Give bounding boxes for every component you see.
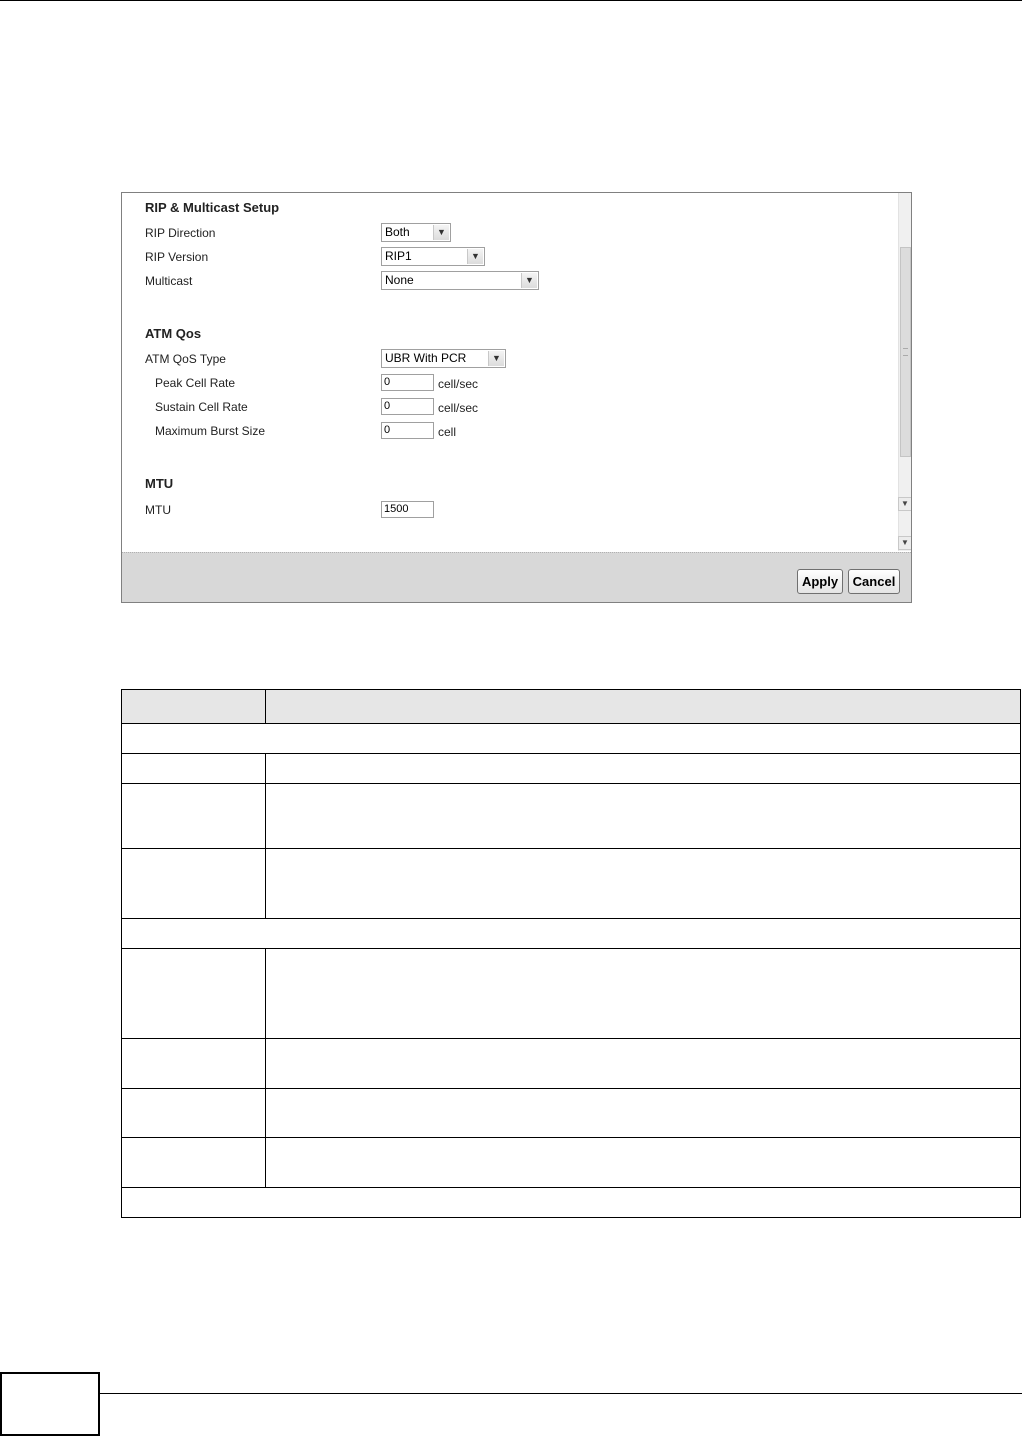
rip-direction-value: Both [385,225,410,239]
table-cell [122,1188,1021,1218]
screenshot-panel [121,192,912,603]
table-header-row [122,690,1021,724]
table-section-row [122,919,1021,949]
sustain-cell-rate-unit: cell/sec [438,401,479,415]
chevron-down-icon: ▼ [433,225,449,240]
atm-section-title: ATM Qos [145,326,202,341]
peak-cell-rate-label: Peak Cell Rate [155,376,236,390]
grip-icon [903,348,908,356]
atm-qos-type-value: UBR With PCR [385,351,467,365]
scroll-down-icon[interactable]: ▼ [898,497,912,511]
multicast-select[interactable] [381,271,539,290]
mtu-label: MTU [145,503,171,517]
sustain-cell-rate-label: Sustain Cell Rate [155,400,248,414]
multicast-value: None [385,273,414,287]
table-cell [266,1089,1021,1138]
field-description-table [121,689,1021,1218]
rip-version-select[interactable] [381,247,485,266]
table-cell [122,949,266,1039]
table-header-cell [266,690,1021,724]
rip-section-title: RIP & Multicast Setup [145,200,280,215]
scroll-thumb[interactable] [900,247,911,457]
table-cell [266,949,1021,1039]
table-cell [122,784,266,849]
max-burst-size-label: Maximum Burst Size [155,424,266,438]
peak-cell-rate-input[interactable]: 0 [381,374,434,391]
table-cell [122,849,266,919]
max-burst-size-unit: cell [438,425,457,439]
rip-version-value: RIP1 [385,249,412,263]
apply-button[interactable]: Apply [797,569,843,594]
table-row [122,784,1021,849]
table-cell [266,1039,1021,1089]
rip-direction-label: RIP Direction [145,226,216,240]
table-row [122,1089,1021,1138]
table-cell [122,754,266,784]
table-row [122,1039,1021,1089]
table-cell [122,724,1021,754]
multicast-label: Multicast [145,274,193,288]
mtu-input[interactable]: 1500 [381,501,434,518]
page-number-box [0,1372,100,1436]
footer-rule [100,1393,1022,1394]
table-row [122,1138,1021,1188]
table-cell [122,1039,266,1089]
table-cell [266,754,1021,784]
chevron-down-icon: ▼ [488,351,504,366]
sustain-cell-rate-input[interactable]: 0 [381,398,434,415]
panel-footer [122,552,911,602]
peak-cell-rate-unit: cell/sec [438,377,479,391]
table-cell [266,784,1021,849]
atm-qos-type-select[interactable] [381,349,506,368]
table-cell [122,1089,266,1138]
table-section-row [122,724,1021,754]
table-row [122,949,1021,1039]
table-row [122,849,1021,919]
table-cell [266,849,1021,919]
max-burst-size-input[interactable]: 0 [381,422,434,439]
table-section-row [122,1188,1021,1218]
rip-version-label: RIP Version [145,250,209,264]
table-cell [122,1138,266,1188]
table-row [122,754,1021,784]
header-rule [0,0,1022,1]
rip-direction-select[interactable] [381,223,451,242]
chevron-down-icon: ▼ [521,273,537,288]
table-cell [266,1138,1021,1188]
outer-scroll-down-icon[interactable]: ▼ [898,536,912,550]
chevron-down-icon: ▼ [467,249,483,264]
mtu-section-title: MTU [145,476,174,491]
cancel-button[interactable]: Cancel [848,569,900,594]
table-cell [122,919,1021,949]
panel-content [122,193,898,551]
atm-qos-type-label: ATM QoS Type [145,352,226,366]
table-header-cell [122,690,266,724]
